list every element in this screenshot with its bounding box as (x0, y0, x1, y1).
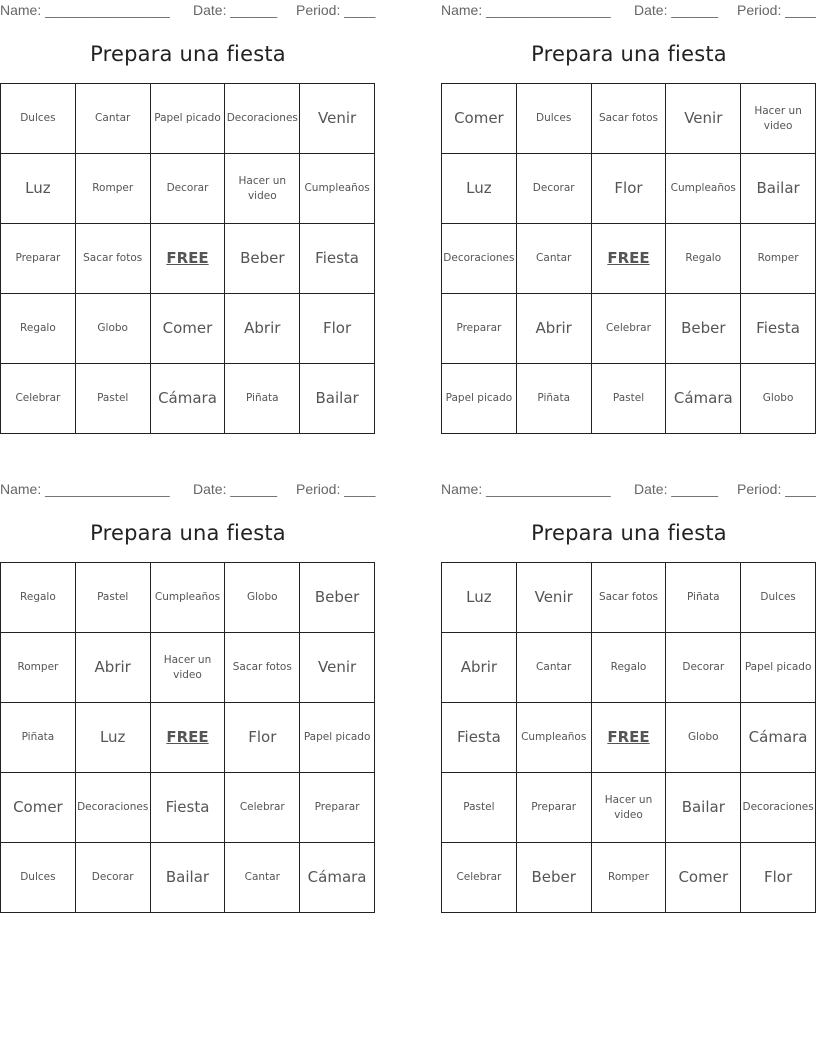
bingo-cell: Decoraciones (442, 224, 517, 294)
bingo-cell: Decorar (151, 154, 226, 224)
date-field: Date: ______ (193, 2, 278, 18)
bingo-cell: Decorar (76, 843, 151, 913)
bingo-cell: Beber (225, 224, 300, 294)
period-field: Period: ____ (737, 481, 816, 497)
bingo-cell: Abrir (76, 633, 151, 703)
name-field: Name: ________________ (441, 481, 611, 497)
bingo-cell: Sacar fotos (76, 224, 151, 294)
free-space: FREE (151, 224, 226, 294)
bingo-cell: Abrir (225, 294, 300, 364)
bingo-card (441, 479, 816, 919)
bingo-cell: Fiesta (151, 773, 226, 843)
bingo-cell: Comer (666, 843, 741, 913)
bingo-cell: Luz (1, 154, 76, 224)
date-field: Date: ______ (634, 2, 719, 18)
bingo-cell: Celebrar (1, 364, 76, 434)
bingo-cell: Comer (1, 773, 76, 843)
bingo-cell: Luz (442, 563, 517, 633)
bingo-cell: Papel picado (151, 84, 226, 154)
bingo-cell: Cámara (741, 703, 816, 773)
bingo-cell: Beber (666, 294, 741, 364)
bingo-cell: Venir (300, 84, 375, 154)
bingo-cell: Preparar (1, 224, 76, 294)
bingo-cell: Papel picado (300, 703, 375, 773)
bingo-cell: Luz (442, 154, 517, 224)
bingo-cell: Hacer un video (225, 154, 300, 224)
free-space: FREE (592, 703, 667, 773)
bingo-card (0, 0, 376, 440)
date-field: Date: ______ (634, 481, 719, 497)
bingo-cell: Globo (76, 294, 151, 364)
bingo-card (0, 479, 376, 919)
bingo-cell: Beber (300, 563, 375, 633)
bingo-cell: Flor (300, 294, 375, 364)
bingo-cell: Comer (442, 84, 517, 154)
bingo-cell: Piñata (225, 364, 300, 434)
bingo-cell: Regalo (1, 294, 76, 364)
period-field: Period: ____ (296, 481, 376, 497)
bingo-cell: Venir (517, 563, 592, 633)
bingo-cell: Romper (76, 154, 151, 224)
bingo-cell: Sacar fotos (225, 633, 300, 703)
bingo-cell: Decoraciones (741, 773, 816, 843)
bingo-cell: Cámara (666, 364, 741, 434)
bingo-cell: Luz (76, 703, 151, 773)
bingo-cell: Bailar (300, 364, 375, 434)
bingo-cell: Decorar (666, 633, 741, 703)
bingo-cell: Cumpleaños (517, 703, 592, 773)
bingo-cell: Bailar (741, 154, 816, 224)
bingo-cell: Pastel (592, 364, 667, 434)
period-field: Period: ____ (737, 2, 816, 18)
card-title: Prepara una fiesta (531, 42, 727, 66)
bingo-cell: Cantar (517, 633, 592, 703)
bingo-cell: Dulces (1, 84, 76, 154)
free-space: FREE (151, 703, 226, 773)
bingo-cell: Globo (741, 364, 816, 434)
bingo-cell: Cámara (151, 364, 226, 434)
bingo-cell: Sacar fotos (592, 84, 667, 154)
bingo-cell: Cumpleaños (151, 563, 226, 633)
free-space: FREE (592, 224, 667, 294)
card-header (0, 2, 376, 20)
bingo-cell: Cantar (76, 84, 151, 154)
bingo-cell: Flor (741, 843, 816, 913)
bingo-cell: Hacer un video (592, 773, 667, 843)
bingo-cell: Celebrar (442, 843, 517, 913)
name-field: Name: ________________ (441, 2, 611, 18)
bingo-card (441, 0, 816, 440)
bingo-cell: Abrir (517, 294, 592, 364)
bingo-cell: Romper (592, 843, 667, 913)
bingo-cell: Hacer un video (741, 84, 816, 154)
bingo-cell: Pastel (76, 364, 151, 434)
period-field: Period: ____ (296, 2, 376, 18)
bingo-grid (0, 83, 375, 434)
bingo-cell: Cumpleaños (300, 154, 375, 224)
bingo-cell: Fiesta (442, 703, 517, 773)
bingo-cell: Dulces (741, 563, 816, 633)
bingo-cell: Venir (666, 84, 741, 154)
name-field: Name: ________________ (0, 2, 170, 18)
bingo-cell: Preparar (300, 773, 375, 843)
bingo-cell: Bailar (151, 843, 226, 913)
card-header (441, 481, 816, 499)
date-field: Date: ______ (193, 481, 278, 497)
bingo-cell: Cámara (300, 843, 375, 913)
bingo-cell: Romper (1, 633, 76, 703)
bingo-cell: Abrir (442, 633, 517, 703)
bingo-cell: Comer (151, 294, 226, 364)
bingo-cell: Dulces (517, 84, 592, 154)
bingo-cell: Pastel (76, 563, 151, 633)
bingo-cell: Bailar (666, 773, 741, 843)
bingo-cell: Flor (592, 154, 667, 224)
bingo-cell: Cantar (225, 843, 300, 913)
card-header (0, 481, 376, 499)
bingo-cell: Papel picado (442, 364, 517, 434)
bingo-cell: Beber (517, 843, 592, 913)
bingo-cell: Preparar (517, 773, 592, 843)
bingo-cell: Cumpleaños (666, 154, 741, 224)
bingo-cell: Venir (300, 633, 375, 703)
bingo-cell: Globo (225, 563, 300, 633)
bingo-cell: Regalo (592, 633, 667, 703)
bingo-cell: Preparar (442, 294, 517, 364)
bingo-cell: Decoraciones (76, 773, 151, 843)
bingo-cell: Pastel (442, 773, 517, 843)
bingo-cell: Piñata (666, 563, 741, 633)
bingo-grid (441, 562, 816, 913)
card-title: Prepara una fiesta (90, 521, 286, 545)
bingo-cell: Decorar (517, 154, 592, 224)
card-title: Prepara una fiesta (90, 42, 286, 66)
bingo-cell: Romper (741, 224, 816, 294)
bingo-cell: Dulces (1, 843, 76, 913)
bingo-cell: Globo (666, 703, 741, 773)
name-field: Name: ________________ (0, 481, 170, 497)
bingo-cell: Sacar fotos (592, 563, 667, 633)
bingo-cell: Celebrar (592, 294, 667, 364)
card-title: Prepara una fiesta (531, 521, 727, 545)
bingo-cell: Regalo (1, 563, 76, 633)
bingo-cell: Celebrar (225, 773, 300, 843)
bingo-cell: Regalo (666, 224, 741, 294)
bingo-cell: Cantar (517, 224, 592, 294)
bingo-cell: Fiesta (741, 294, 816, 364)
bingo-cell: Piñata (517, 364, 592, 434)
bingo-cell: Papel picado (741, 633, 816, 703)
bingo-grid (0, 562, 375, 913)
bingo-cell: Fiesta (300, 224, 375, 294)
bingo-cell: Flor (225, 703, 300, 773)
bingo-cell: Piñata (1, 703, 76, 773)
bingo-cell: Hacer un video (151, 633, 226, 703)
card-header (441, 2, 816, 20)
bingo-grid (441, 83, 816, 434)
bingo-cell: Decoraciones (225, 84, 300, 154)
